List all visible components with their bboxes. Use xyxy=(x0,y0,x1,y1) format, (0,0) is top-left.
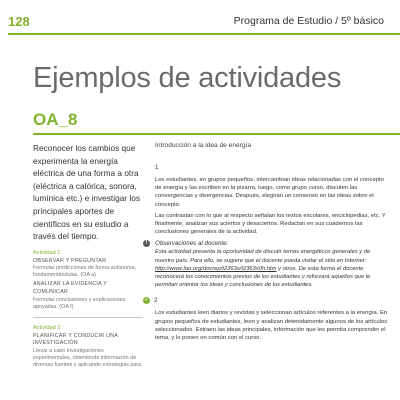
observations-heading xyxy=(143,240,390,247)
info-icon: ! xyxy=(143,240,150,247)
skill-name: ANALIZAR LA EVIDENCIA Y COMUNICAR xyxy=(33,281,107,295)
oa-code: OA_8 xyxy=(33,110,78,129)
section-title: Introducción a la idea de energía xyxy=(155,142,252,149)
skill-name: OBSERVAR Y PREGUNTAR xyxy=(33,257,107,264)
skill-description: Llevar a cabo investigaciones experimentales, obteniendo información de diversas fuentes y aplicando estrategias para xyxy=(33,347,142,368)
skill-name: PLANIFICAR Y CONDUCIR UNA INVESTIGACIÓN xyxy=(33,332,118,347)
oa-divider xyxy=(33,133,400,135)
left-column xyxy=(33,142,143,369)
activity-2-paragraph: Los estudiantes leen diarios y revistas y seleccionan artículos referentes a la energía. En grupos pequeños de estudiantes, leen y analizan detenidamente algunos de los artículos seleccionados. Extraen las ideas principales, información que les permita comprender el tema, y lo ponen en común con el curso. xyxy=(155,310,388,342)
right-column xyxy=(144,142,390,342)
skill-description: Formular predicciones de forma autónoma, fundamentándolas. (OA a) xyxy=(33,265,137,279)
oa-description: Reconocer los cambios que experimenta la energía eléctrica de una forma a otra (eléctrica a calórica, sonora, lumínica etc.) e investigar los principales aportes de científicos en su estudio a través del tiempo. xyxy=(33,143,140,242)
observations-title: Observaciones al docente: xyxy=(155,240,229,248)
observations-body xyxy=(155,248,390,289)
activity-1-paragraph-2: Las contrastan con lo que al respecto señalan los textos escolares, enciclopedias, etc. Y finalmente, analizan sus aciertos y desaciertos. Redactan en sus cuadernos las conclusiones generales de la actividad. xyxy=(155,212,386,236)
left-separator xyxy=(33,317,143,318)
activity-1-paragraph-1: Los estudiantes, en grupos pequeños, intercambian ideas relacionadas con el concepto de energía y las escriben en la pizarra, luego, como grupo curso, discuten las convergencias y divergencias. Después, elegirán un consenso en las ideas sobre el concepto. xyxy=(155,177,384,208)
page-title: Ejemplos de actividades xyxy=(33,62,342,94)
activity-2-label: Actividad 2 xyxy=(33,324,61,331)
observations-text-1: Esta actividad presenta la oportunidad de discutir temas energéticos generales y de nuestro país. Para ello, se sugiere que el docente pueda visitar el sitio en Internet: xyxy=(155,249,371,264)
activity-1-number: 1 xyxy=(155,164,159,171)
skill-description: Formular conclusiones y explicaciones apoyadas. (OA f) xyxy=(33,296,126,310)
activity-2-heading xyxy=(143,297,390,304)
leaf-icon: ✓ xyxy=(144,297,149,304)
page-number: 128 xyxy=(8,14,30,29)
header-divider xyxy=(8,33,400,35)
resource-link[interactable]: http://www.fao.org/docrep/t2363s/t2363s0h.htm xyxy=(155,265,277,272)
observations-text-2: y otros. De esta forma el docente reconocerá los conocimientos previos de los estudiantes y reforzará aquellos que le permitan orientar los ideas y conclusiones de los estudiantes. xyxy=(155,265,371,289)
activity-1-label: Actividad 1 xyxy=(33,249,61,256)
header-title: Programa de Estudio / 5º básico xyxy=(233,15,384,27)
activity-2-number: 2 xyxy=(154,297,158,305)
